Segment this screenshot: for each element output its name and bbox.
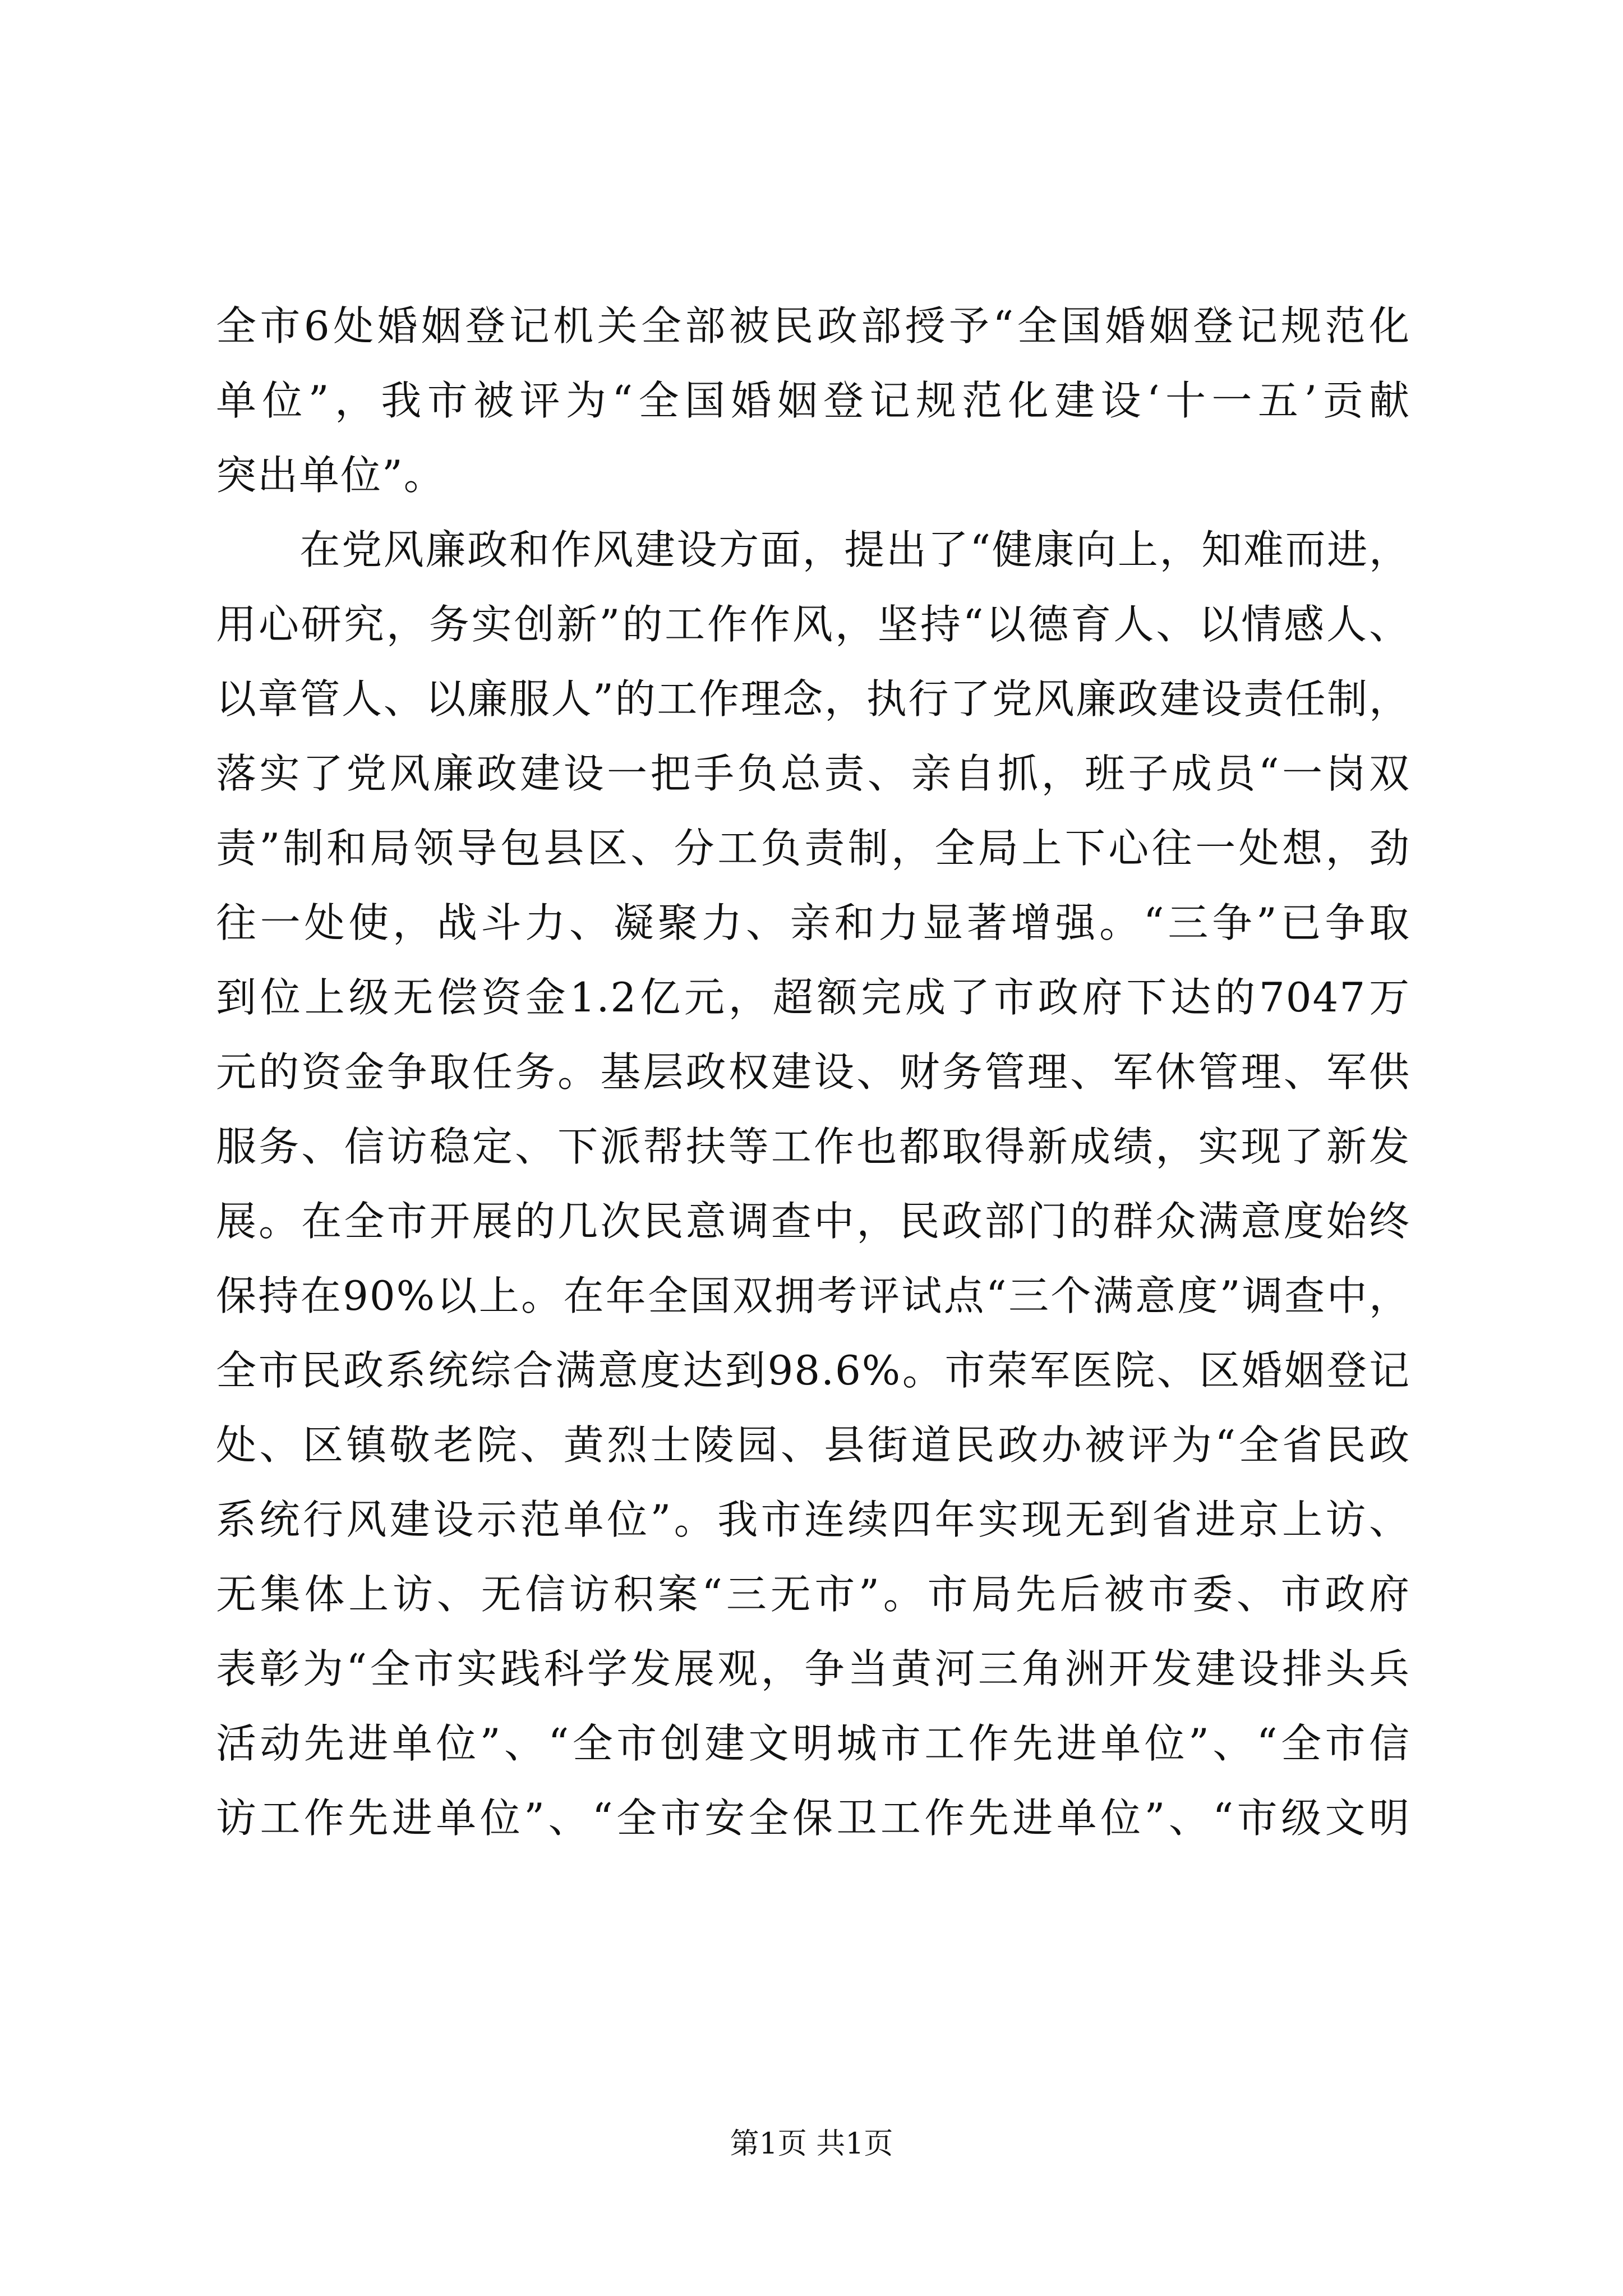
text-line: 突出单位”。 [216,452,445,499]
text-line: 到位上级无偿资金1.2亿元，超额完成了市政府下达的7047万 [216,974,1410,1021]
text-line: 元的资金争取任务。基层政权建设、财务管理、军休管理、军供 [216,1049,1410,1096]
text-line: 无集体上访、无信访积案“三无市”。市局先后被市委、市政府 [216,1571,1410,1618]
text-line: 全市6处婚姻登记机关全部被民政部授予“全国婚姻登记规范化 [216,303,1410,349]
text-line: 责”制和局领导包县区、分工负责制，全局上下心往一处想，劲 [216,825,1410,872]
text-line: 保持在90%以上。在年全国双拥考评试点“三个满意度”调查中， [216,1273,1410,1319]
page-footer [0,2127,1623,2161]
text-line: 展。在全市开展的几次民意调查中，民政部门的群众满意度始终 [216,1198,1410,1245]
text-line: 以章管人、以廉服人”的工作理念，执行了党风廉政建设责任制， [216,676,1410,723]
text-line: 全市民政系统综合满意度达到98.6%。市荣军医院、区婚姻登记 [216,1347,1410,1394]
text-line: 系统行风建设示范单位”。我市连续四年实现无到省进京上访、 [216,1497,1410,1543]
text-line: 用心研究，务实创新”的工作作风，坚持“以德育人、以情感人、 [216,601,1410,648]
page-number-label: 第1页 共1页 [730,2127,893,2161]
text-line: 单位”，我市被评为“全国婚姻登记规范化建设‘十一五’贡献 [216,378,1410,424]
text-line: 活动先进单位”、“全市创建文明城市工作先进单位”、“全市信 [216,1720,1410,1767]
document-body [216,303,1410,1870]
text-line: 在党风廉政和作风建设方面，提出了“健康向上，知难而进， [216,527,1410,573]
text-line: 访工作先进单位”、“全市安全保卫工作先进单位”、“市级文明 [216,1795,1410,1842]
text-line: 服务、信访稳定、下派帮扶等工作也都取得新成绩，实现了新发 [216,1124,1410,1170]
text-line: 处、区镇敬老院、黄烈士陵园、县街道民政办被评为“全省民政 [216,1422,1410,1469]
text-line: 往一处使，战斗力、凝聚力、亲和力显著增强。“三争”已争取 [216,900,1410,946]
text-line: 落实了党风廉政建设一把手负总责、亲自抓，班子成员“一岗双 [216,751,1410,797]
text-line: 表彰为“全市实践科学发展观，争当黄河三角洲开发建设排头兵 [216,1646,1410,1692]
